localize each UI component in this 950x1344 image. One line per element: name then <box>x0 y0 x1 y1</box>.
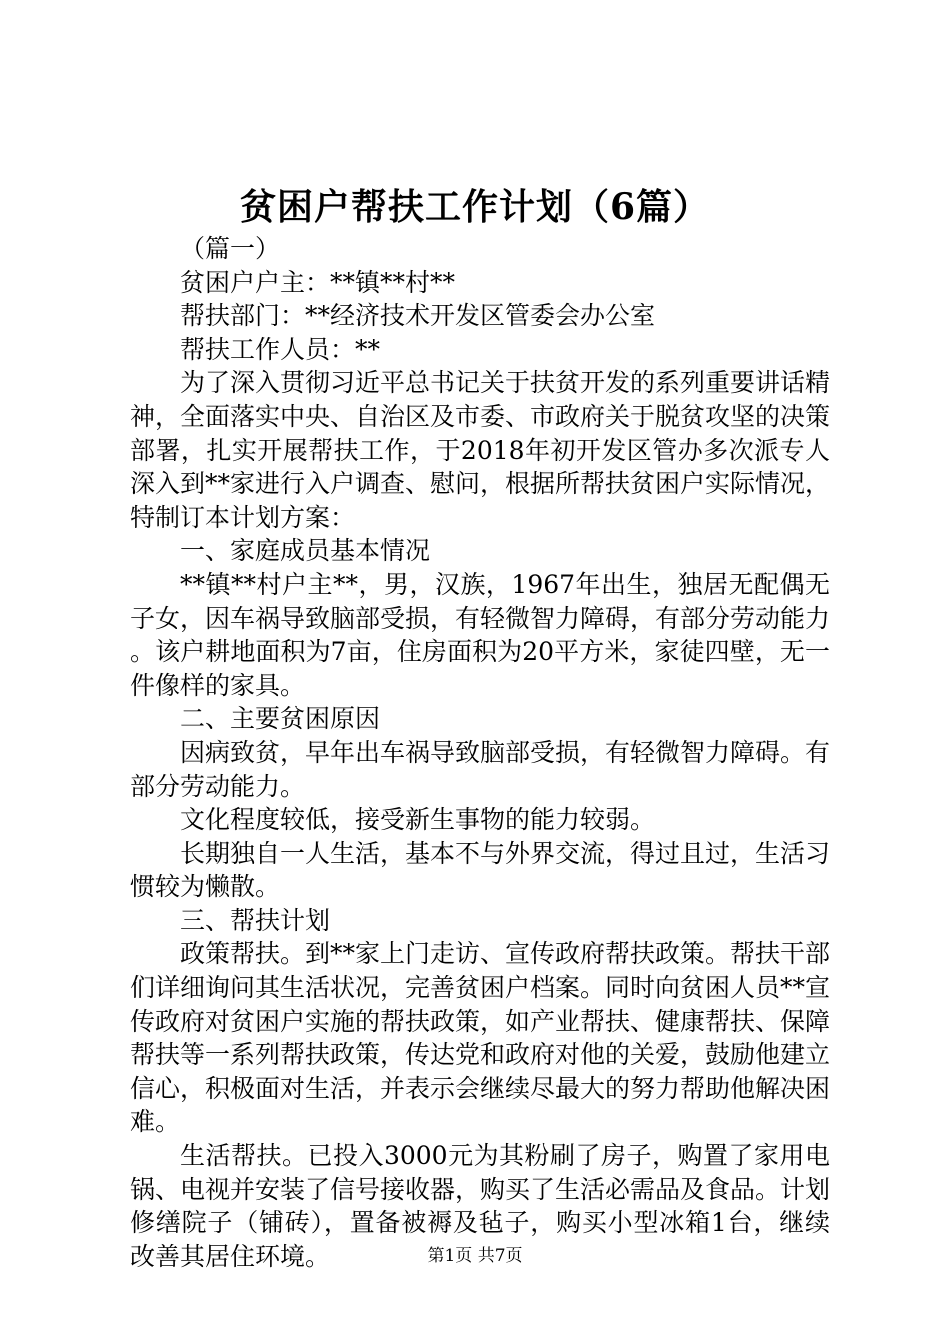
family-members-paragraph: **镇**村户主**，男，汉族，1967年出生，独居无配偶无子女，因车祸导致脑部受损，有轻微智力障碍，有部分劳动能力。该户耕地面积为7亩，住房面积为20平方米，家徒四壁，无一件像样的家具。 <box>130 569 831 700</box>
policy-assistance-paragraph: 政策帮扶。到**家上门走访、宣传政府帮扶政策。帮扶干部们详细询问其生活状况，完善贫困户档案。同时向贫困人员**宣传政府对贫困户实施的帮扶政策，如产业帮扶、健康帮扶、保障帮扶等一系列帮扶政策，传达党和政府对他的关爱，鼓励他建立信心，积极面对生活，并表示会继续尽最大的努力帮助他解决困难。 <box>130 939 831 1137</box>
intro-paragraph: 为了深入贯彻习近平总书记关于扶贫开发的系列重要讲话精神，全面落实中央、自治区及市委、市政府关于脱贫攻坚的决策部署，扎实开展帮扶工作，于2018年初开发区管办多次派专人深入到**家进行入户调查、慰问，根据所帮扶贫困户实际情况，特制订本计划方案： <box>130 368 831 532</box>
poverty-cause-isolation: 长期独自一人生活，基本不与外界交流，得过且过，生活习惯较为懒散。 <box>130 838 831 902</box>
assisting-department-line: 帮扶部门：**经济技术开发区管委会办公室 <box>180 301 656 331</box>
heading-poverty-causes: 二、主要贫困原因 <box>180 704 381 734</box>
living-assistance-paragraph: 生活帮扶。已投入3000元为其粉刷了房子，购置了家用电锅、电视并安装了信号接收器，购买了生活必需品及食品。计划修缮院子（铺砖），置备被褥及毡子，购买小型冰箱1台，继续改善其居住环境。 <box>130 1141 831 1271</box>
page-number-footer: 第1页 共7页 <box>427 1246 523 1266</box>
poverty-cause-illness: 因病致贫，早年出车祸导致脑部受损，有轻微智力障碍。有部分劳动能力。 <box>130 737 831 801</box>
household-head-line: 贫困户户主：**镇**村** <box>180 267 456 297</box>
heading-assistance-plan: 三、帮扶计划 <box>180 905 331 935</box>
document-body <box>130 232 830 1273</box>
poverty-cause-education: 文化程度较低，接受新生事物的能力较弱。 <box>180 805 656 835</box>
document-title: 贫困户帮扶工作计划（6篇） <box>239 186 711 228</box>
assisting-staff-line: 帮扶工作人员：** <box>180 334 381 364</box>
section-label: （篇一） <box>180 234 281 263</box>
heading-family-members: 一、家庭成员基本情况 <box>180 536 431 566</box>
